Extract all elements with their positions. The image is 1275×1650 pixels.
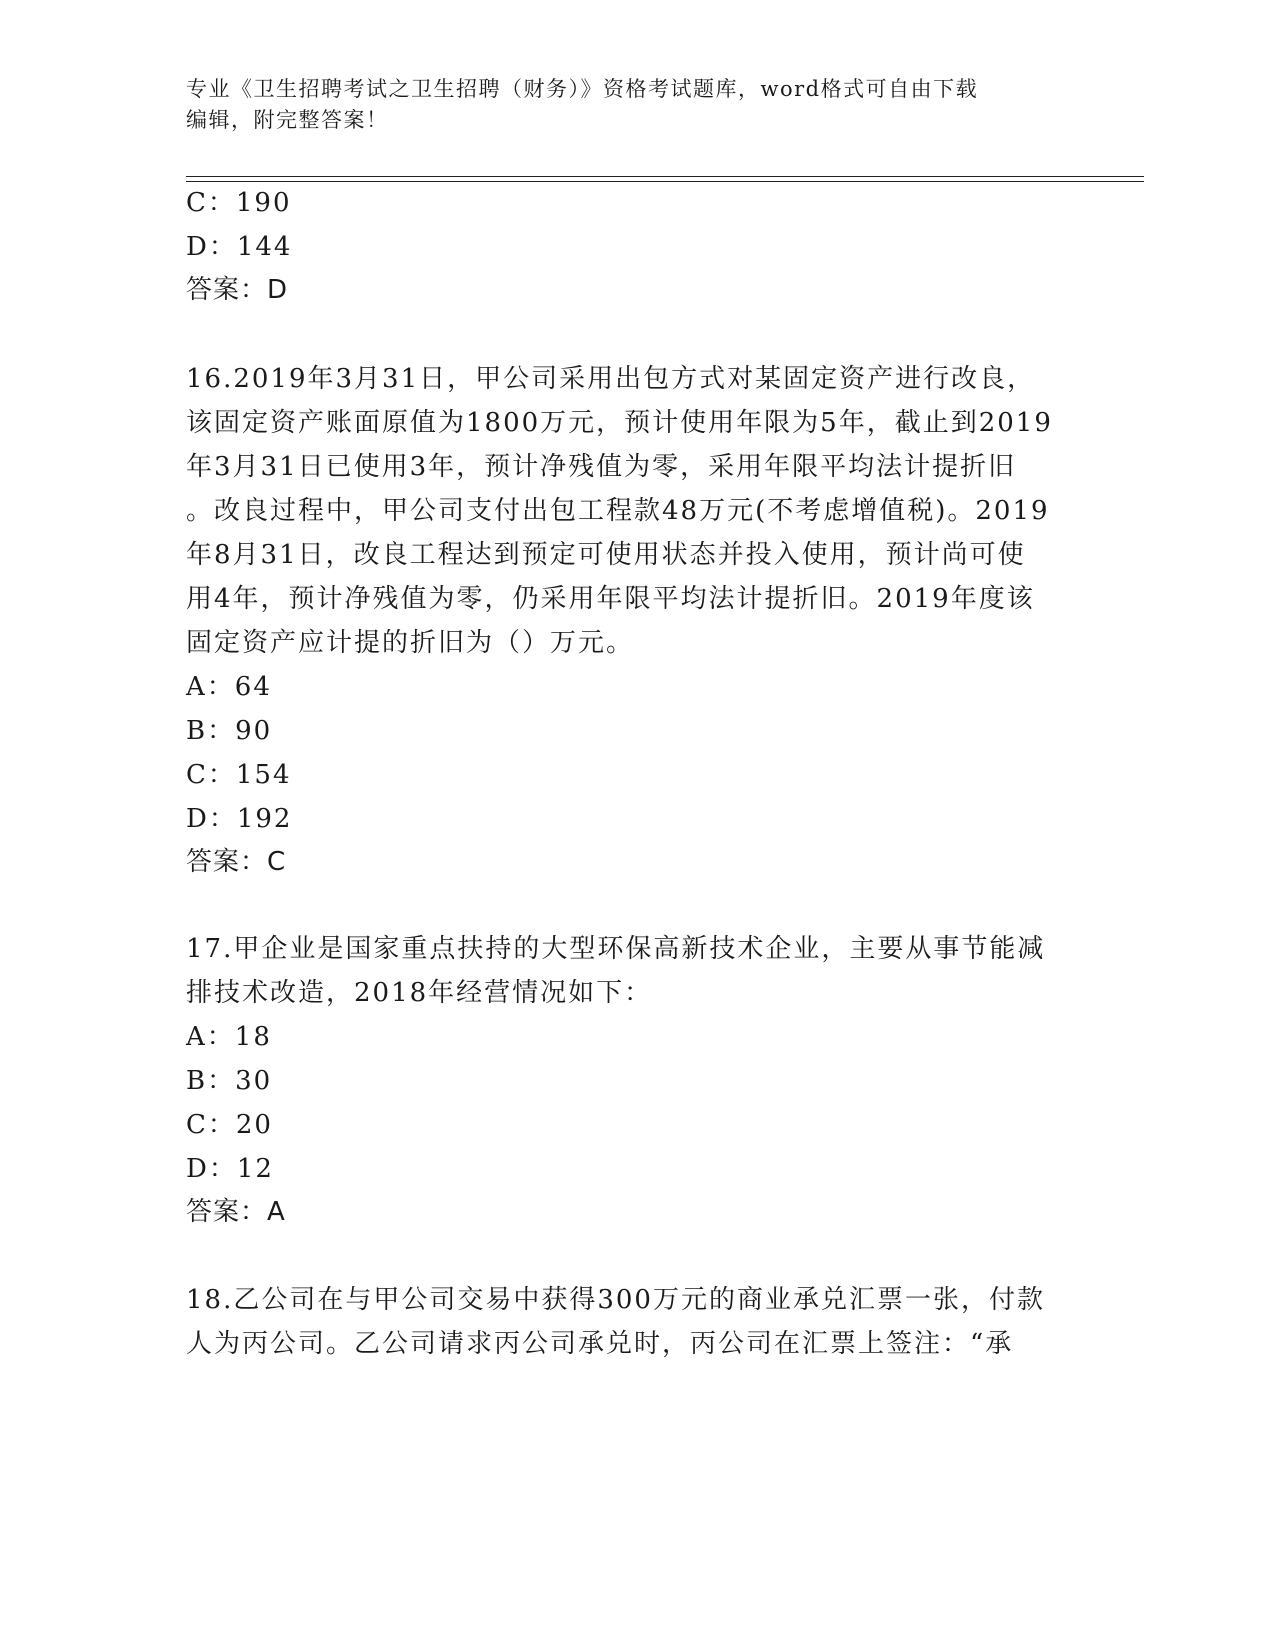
question-17-line: 17.甲企业是国家重点扶持的大型环保高新技术企业，主要从事节能减: [186, 934, 1046, 964]
option-c: C：190: [186, 188, 292, 218]
answer: 答案：D: [186, 275, 289, 305]
question-16-line: 该固定资产账面原值为1800万元，预计使用年限为5年，截止到2019: [186, 408, 1053, 438]
option-b: B：90: [186, 716, 273, 746]
document-header: [186, 74, 1086, 136]
question-16-line: 。改良过程中，甲公司支付出包工程款48万元(不考虑增值税)。2019: [186, 496, 1050, 526]
option-c: C：20: [186, 1110, 273, 1140]
header-divider-top: [186, 176, 1144, 177]
answer: 答案：C: [186, 847, 287, 877]
option-b: B：30: [186, 1066, 273, 1096]
question-16-line: 16.2019年3月31日，甲公司采用出包方式对某固定资产进行改良，: [186, 364, 1036, 394]
option-c: C：154: [186, 760, 292, 790]
option-d: D：192: [186, 804, 293, 834]
question-17-line: 排技术改造，2018年经营情况如下：: [186, 978, 653, 1008]
header-line-1: 专业《卫生招聘考试之卫生招聘（财务）》资格考试题库，word格式可自由下载: [186, 77, 979, 101]
question-16-line: 年3月31日已使用3年，预计净残值为零，采用年限平均法计提折旧: [186, 452, 1017, 482]
header-divider-bottom: [186, 181, 1144, 182]
header-line-2: 编辑，附完整答案！: [186, 108, 389, 132]
question-16-line: 用4年，预计净残值为零，仍采用年限平均法计提折旧。2019年度该: [186, 584, 1035, 614]
question-18-line: 18.乙公司在与甲公司交易中获得300万元的商业承兑汇票一张，付款: [186, 1285, 1045, 1315]
option-d: D：144: [186, 232, 293, 262]
question-16-line: 年8月31日，改良工程达到预定可使用状态并投入使用，预计尚可使: [186, 540, 1026, 570]
option-a: A：18: [186, 1022, 272, 1052]
question-16-line: 固定资产应计提的折旧为（）万元。: [186, 628, 635, 658]
option-a: A：64: [186, 672, 272, 702]
question-18-line: 人为丙公司。乙公司请求丙公司承兑时，丙公司在汇票上签注：“承: [186, 1329, 1014, 1359]
answer: 答案：A: [186, 1197, 286, 1227]
option-d: D：12: [186, 1154, 274, 1184]
